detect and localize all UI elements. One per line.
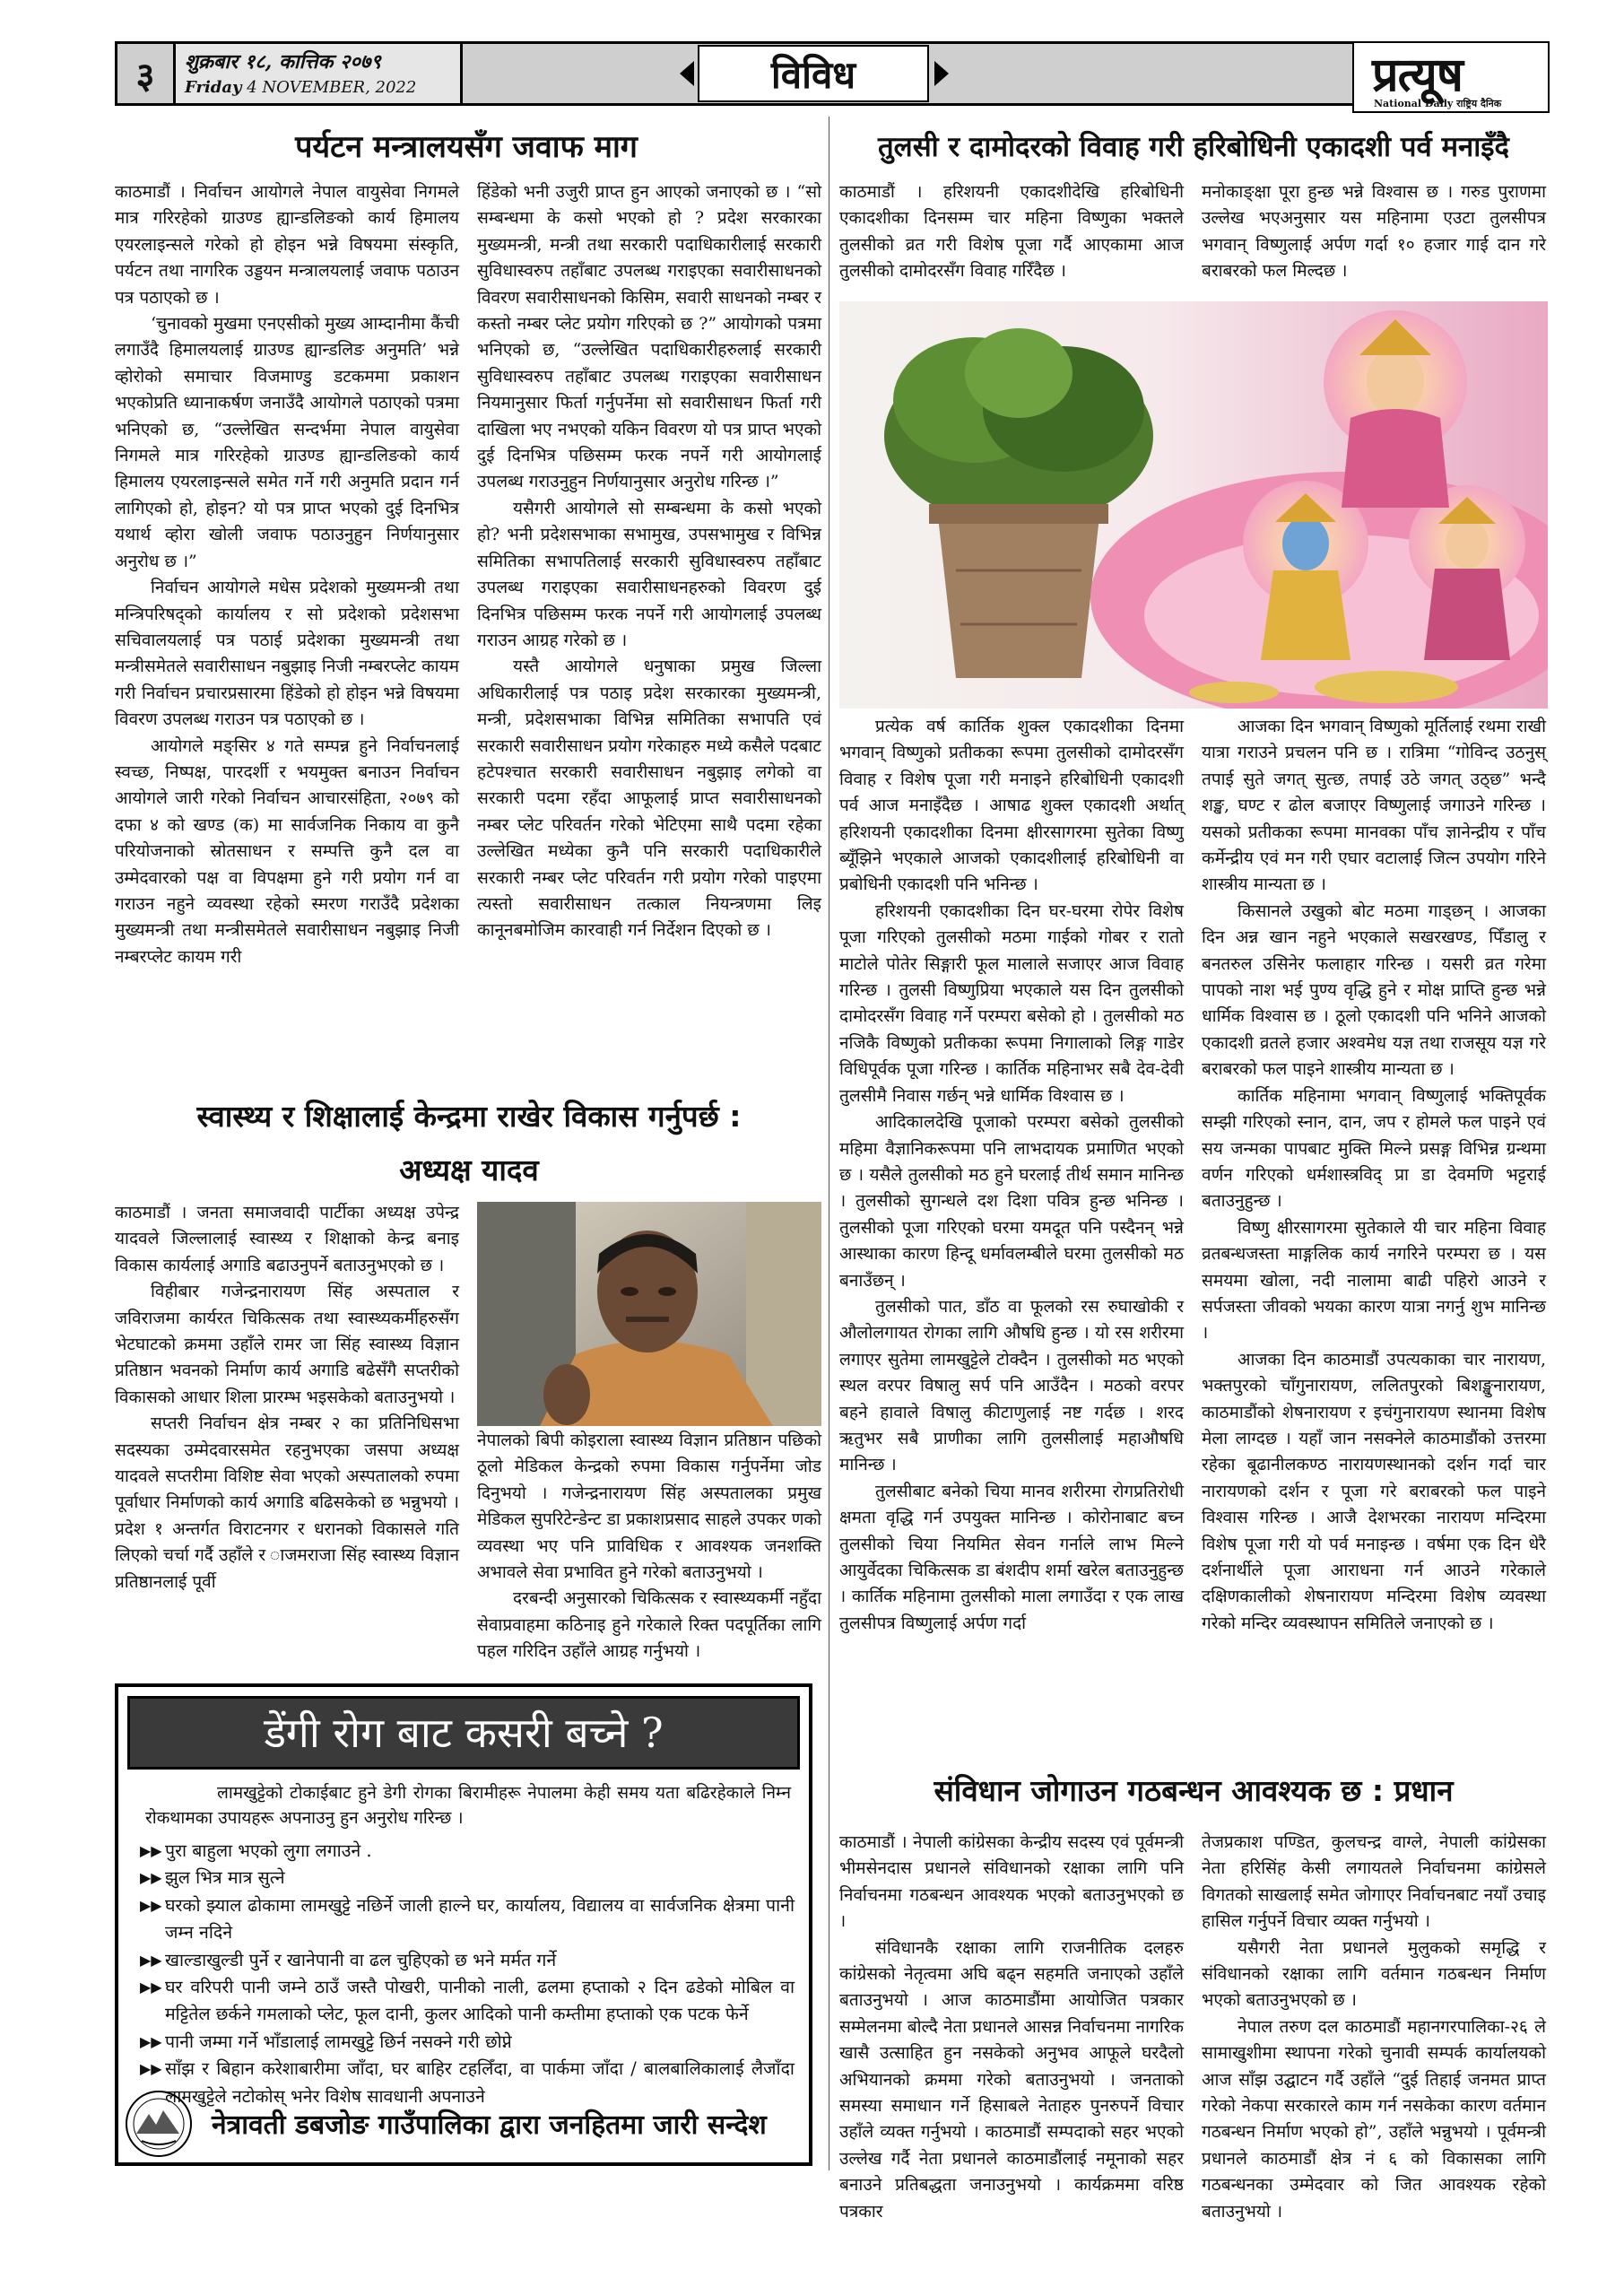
double-arrow-icon: ▶▶ [140, 1951, 162, 1969]
article4-headline: संविधान जोगाउन गठबन्धन आवश्यक छ : प्रधान [934, 1773, 1454, 1808]
article2-headline: स्वास्थ्य र शिक्षालाई केन्द्रमा राखेर विकास गर्नुपर्छ : [196, 1099, 742, 1134]
date-nepali: शुक्रबार १८, कात्तिक २०७९ [185, 50, 381, 74]
article2-col2 [477, 1428, 821, 1665]
double-arrow-icon: ▶▶ [140, 2032, 162, 2050]
paragraph: आजका दिन काठमाडौं उपत्यकाका चार नारायण, भक्तपुरको चाँगुनारायण, ललितपुरको बिशङ्खुनारायण, काठमाडौंको शेषनारायण र इचंगुनारायण स्थानमा विशेष मेला लाग्दछ । यहाँ जान नसक्नेले काठमाडौंको उत्तरमा रहेका बूढानीलकण्ठ नारायणस्थानको दर्शन गर्दा चार नारायणको दर्शन र पूजा गरे बराबरको फल पाइने विश्वास गरिन्छ । आजै देशभरका नारायण मन्दिरमा विशेष पूजा गरी यो पर्व मनाइन्छ । वर्षमा एक दिन धेरै दर्शनार्थीले पूजा आराधना गर्न आउने गरेकाले दक्षिणकालीको शेषनारायण मन्दिरमा विशेष व्यवस्था गरेको मन्दिर व्यवस्थापन समितिले जनाएको छ । [1202, 1349, 1546, 1633]
double-arrow-icon: ▶▶ [140, 1842, 162, 1859]
government-seal-icon [124, 2089, 194, 2159]
page-number: ३ [115, 41, 176, 106]
paragraph: नेपालको बिपी कोइराला स्वास्थ्य विज्ञान प्रतिष्ठान पछिको ठूलो मेडिकल केन्द्रको रुपमा विकास गर्नुपर्नेमा जोड दिनुभयो । गजेन्द्रनारायण सिंह अस्पतालका प्रमुख मेडिकल सुपरिटेन्डेन्ट डा प्रकाशप्रसाद साहले उपकर णको व्यवस्था भए पनि प्राविधिक र आवश्यक जनशक्ति अभावले सेवा प्रभावित हुने गरेको बताउनुभयो । [477, 1431, 821, 1583]
article1-headline: पर्यटन मन्त्रालयसँग जवाफ माग [295, 129, 638, 165]
paragraph: संविधानकै रक्षाका लागि राजनीतिक दलहरु कांग्रेसको नेतृत्वमा अघि बढ्न सहमति जनाएको उहाँले बताउनुभयो । आज काठमाडौंमा आयोजित पत्रकार सम्मेलनमा बोल्दै नेता प्रधानले आसन्न निर्वाचनमा नागरिक खासै उत्साहित हुन नसकेको अनुभव आफूले घरदैलो अभियानको क्रममा गरेको बताउनुभयो । जनताको समस्या समाधान गर्ने हिसाबले नेताहरु पुनरुपर्ने विचार उहाँले व्यक्त गर्नुभयो । काठमाडौं सम्पदाको सहर भएको उल्लेख गर्दै नेता प्रधानले काठमाडौंलाई नमूनाको सहर बनाउने प्रतिबद्धता जनाउनुभयो । कार्यक्रममा वरिष्ठ पत्रकार [839, 1937, 1184, 2222]
list-item: ▶▶ खाल्डाखुल्डी पुर्ने र खानेपानी वा ढल चुहिएको छ भने मर्मत गर्ने [140, 1947, 795, 1974]
section-title: विविध [698, 45, 929, 102]
logo-text: प्रत्यूष [1372, 48, 1463, 102]
paragraph: यसैगरी आयोगले सो सम्बन्धमा के कसो भएको हो? भनी प्रदेशसभाका सभामुख, उपसभामुख र विभिन्न समितिका सभापतिलाई सरकारी सुविधास्वरुप तहाँबाट उपलब्ध गराइएका सवारीसाधनहरुको विवरण दुई दिनभित्र पछिसम्म फरक नपर्ने गरी आयोगलाई उपलब्ध गराउन आग्रह गरेको छ । [477, 498, 821, 650]
article1-col1 [115, 179, 459, 970]
paragraph: यसैगरी नेता प्रधानले मुलुकको समृद्धि र संविधानको रक्षाका लागि वर्तमान गठबन्धन निर्माण भएको बताउनुभएको छ । [1202, 1937, 1546, 2011]
dengue-list [140, 1838, 795, 2110]
dengue-footer-text: नेत्रावती डबजोङ गाउँपालिका द्वारा जनहितमा जारी सन्देश [212, 2109, 767, 2141]
paragraph: निर्वाचन आयोगले मधेस प्रदेशको मुख्यमन्त्री तथा मन्त्रिपरिषद्को कार्यालय र सो प्रदेशको प्रदेशसभा सचिवालयलाई पत्र पठाई प्रदेशका मुख्यमन्त्री तथा मन्त्रीसमेतले सवारीसाधन नबुझाइ निजी नम्बरप्लेट कायम गरी निर्वाचन प्रचारप्रसारमा हिंडेको हो होइन भन्ने विषयमा विवरण उपलब्ध गराउन पत्र पठाएको छ । [115, 578, 459, 730]
article4-col1 [839, 1830, 1184, 2225]
article2-col1 [115, 1200, 459, 1596]
paragraph: हिंडेको भनी उजुरी प्राप्त हुन आएको जनाएको छ । “सो सम्बन्धमा के कसो भएको हो ? प्रदेश सरकारका मुख्यमन्त्री, मन्त्री तथा सरकारी पदाधिकारीलाई सरकारी सुविधास्वरुप तहाँबाट उपलब्ध गराइएका सवारीसाधनको विवरण सवारीसाधनको किसिम, सवारी साधनको नम्बर र कस्तो नम्बर प्लेट प्रयोग गरिएको छ ?” आयोगको पत्रमा भनिएको छ, “उल्लेखित पदाधिकारीहरुलाई सरकारी सुविधास्वरुप तहाँबाट उपलब्ध गराइएका सवारीसाधन नियमानुसार फिर्ता गर्नुपर्नेमा सो सवारीसाधन फिर्ता गरी दाखिला भए नभएको यकिन विवरण यो पत्र प्राप्त भएको दुई दिनभित्र पछिसम्म फरक नपर्ने गरी आयोगलाई उपलब्ध गराउनुहुन निर्णयानुसार अनुरोध गरिन्छ ।” [477, 182, 821, 492]
tulsi-vishnu-graphic [839, 301, 1548, 709]
paragraph: काठमाडौं । नेपाली कांग्रेसका केन्द्रीय सदस्य एवं पूर्वमन्त्री भीमसेनदास प्रधानले संविधानको रक्षाका लागि पनि निर्वाचनमा गठबन्धन आवश्यक भएको बताउनुभएको छ । [839, 1832, 1184, 1932]
article2-subheadline: अध्यक्ष यादव [399, 1152, 539, 1187]
dengue-title: डेंगी रोग बाट कसरी बच्ने ? [127, 1696, 800, 1770]
paragraph: तेजप्रकाश पण्डित, कुलचन्द्र वाग्ले, नेपाली कांग्रेसका नेता हरिसिंह केसी लगायतले निर्वाचनमा कांग्रेसले विगतको साखलाई समेत जोगाएर निर्वाचनबाट नयाँ उचाइ हासिल गर्नुपर्ने विचार व्यक्त गर्नुभयो । [1202, 1832, 1546, 1932]
tulsi-vishnu-image [839, 301, 1548, 709]
article4-col2 [1202, 1830, 1546, 2225]
list-item: ▶▶ साँझ र बिहान करेशाबारीमा जाँदा, घर बाहिर टहलिँदा, वा पार्कमा जाँदा / बालबालिकालाई लैजाँदा लामखुट्टेले नटोकोस् भनेर विशेष सावधानी अपनाउने [140, 2056, 795, 2110]
paragraph: प्रत्येक वर्ष कार्तिक शुक्ल एकादशीका दिनमा भगवान् विष्णुको प्रतीकका रूपमा तुलसीको दामोदरसँग विवाह र विशेष पूजा गरी मनाइने हरिबोधिनी एकादशी पर्व आज मनाइँदैछ । आषाढ शुक्ल एकादशी अर्थात् हरिशयनी एकादशीका दिनमा क्षीरसागरमा सुतेका विष्णु ब्यूँझिने भएकाले आजको एकादशीलाई हरिबोधिनी वा प्रबोधिनी एकादशी पनि भनिन्छ । [839, 717, 1184, 895]
date-day: Friday [185, 78, 242, 97]
double-arrow-icon: ▶▶ [140, 1979, 162, 1996]
paragraph: आयोगले मङ्सिर ४ गते सम्पन्न हुने निर्वाचनलाई स्वच्छ, निष्पक्ष, पारदर्शी र भयमुक्त बनाउन निर्वाचन आयोगले जारी गरेको निर्वाचन आचारसंहिता, २०७९ को दफा ४ को खण्ड (क) मा सार्वजनिक निकाय वा कुनै परियोजनाको स्रोतसाधन र सम्पत्ति कुनै दल वा उम्मेदवारको पक्ष वा विपक्षमा हुने गरी प्रयोग गर्न वा गराउन नहुने व्यवस्था रहेको स्मरण गराउँदै प्रदेशका मुख्यमन्त्री तथा मन्त्रीसमेतले सवारीसाधन नबुझाइ निजी नम्बरप्लेट कायम गरी [115, 735, 459, 967]
arrow-left-icon [680, 61, 694, 86]
article1-col2 [477, 179, 821, 944]
dengue-intro: लामखुट्टेको टोकाईबाट हुने डेगी रोगका बिरामीहरू नेपालमा केही समय यता बढिरहेकाले निम्न रोकथामका उपायहरू अपनाउनु हुन अनुरोध गरिन्छ । [145, 1783, 791, 1828]
page-header [115, 41, 1550, 113]
double-arrow-icon: ▶▶ [140, 1869, 162, 1887]
paragraph: काठमाडौं । निर्वाचन आयोगले नेपाल वायुसेवा निगमले मात्र गरिरहेको ग्राउण्ड ह्यान्डलिङको कार्य हिमालय एयरलाइन्सले गरेको हो होइन भन्ने विषयमा संस्कृति, पर्यटन तथा नागरिक उड्डयन मन्त्रालयलाई जवाफ पठाउन पत्र पठाएको छ । [115, 182, 459, 308]
arrow-right-icon [934, 61, 949, 86]
list-item: ▶▶ झुल भित्र मात्र सुत्ने [140, 1865, 795, 1892]
paragraph: काठमाडौं । जनता समाजवादी पार्टीका अध्यक्ष उपेन्द्र यादवले जिल्लालाई स्वास्थ्य र शिक्षाको केन्द्र बनाइ विकास कार्यलाई अगाडि बढाउनुपर्ने बताउनुभएको छ । [115, 1203, 459, 1275]
logo-subtitle: National Daily राष्ट्रिय दैनिक [1374, 98, 1502, 109]
newspaper-logo [1352, 41, 1550, 113]
header-bar [463, 41, 1476, 106]
article3-top-left [839, 179, 1184, 285]
list-item: ▶▶ पानी जम्मा गर्ने भाँडालाई लामखुट्टे छिर्न नसक्ने गरी छोप्ने [140, 2029, 795, 2056]
article3-col1 [839, 714, 1184, 1637]
paragraph: नेपाल तरुण दल काठमाडौं महानगरपालिका-२६ ले सामाखुशीमा स्थापना गरेको चुनावी सम्पर्क कार्यालयको आज साँझ उद्घाटन गर्दै उहाँले “दुई तिहाई जनमत प्राप्त गरेको नेकपा सरकारले काम गर्न नसकेका कारण वर्तमान गठबन्धन निर्माण भएको हो”, उहाँले भन्नुभयो । पूर्वमन्त्री प्रधानले काठमाडौं क्षेत्र नं ६ को विकासका लागि गठबन्धनका उम्मेदवार को जित आवश्यक रहेको बताउनुभयो । [1202, 2016, 1546, 2222]
dengue-footer [124, 2089, 805, 2161]
paragraph: आजका दिन भगवान् विष्णुको मूर्तिलाई रथमा राखी यात्रा गराउने प्रचलन पनि छ । रात्रिमा “गोविन्द उठनुस् तपाई सुते जगत् सुत्छ, तपाई उठे जगत् उठ्छ” भन्दै शङ्ख, घण्ट र ढोल बजाएर विष्णुलाई जगाउने गरिन्छ । यसको प्रतीकका रूपमा मानवका पाँच ज्ञानेन्द्रीय र पाँच कर्मेन्द्रीय एवं मन गरी एघार वटालाई जित्न उपयोग गरिने शास्त्रीय मान्यता छ । [1202, 717, 1546, 895]
date-box [176, 41, 463, 106]
list-item: ▶▶ घर वरिपरी पानी जम्ने ठाउँ जस्तै पोखरी, पानीको नाली, ढलमा हप्ताको २ दिन ढडेको मोबिल वा मट्टितेल छर्कने गमलाको प्लेट, फूल दानी, कुलर आदिको पानी कम्तीमा हप्ताको एक पटक फेर्ने [140, 1974, 795, 2029]
list-item: ▶▶ पुरा बाहुला भएको लुगा लगाउने . [140, 1838, 795, 1865]
paragraph: तुलसीबाट बनेको चिया मानव शरीरमा रोगप्रतिरोधी क्षमता वृद्धि गर्न उपयुक्त मानिन्छ । कोरोनाबाट बच्न तुलसीको चिया नियमित सेवन गर्नाले लाभ मिल्ने आयुर्वेदका चिकित्सक डा बंशदीप शर्मा खरेल बताउनुहुन्छ । कार्तिक महिनामा तुलसीको माला लगाउँदा र एक लाख तुलसीपत्र विष्णुलाई अर्पण गर्दा [839, 1481, 1184, 1633]
paragraph: किसानले उखुको बोट मठमा गाड्छन् । आजका दिन अन्न खान नहुने भएकाले सखरखण्ड, पिँडालु र बनतरुल उसिनेर फलाहार गरिन्छ । यसरी व्रत गरेमा पापको नाश भई पुण्य वृद्धि हुने र मोक्ष प्राप्ति हुन्छ भन्ने धार्मिक विश्वास छ । ठूलो एकादशी पनि भनिने आजको एकादशी व्रतले हजार अश्वमेध यज्ञ तथा राजसूय यज्ञ गरे बराबरको फल पाइने शास्त्रीय मान्यता छ । [1202, 900, 1546, 1080]
article3-col2 [1202, 714, 1546, 1637]
paragraph: कार्तिक महिनामा भगवान् विष्णुलाई भक्तिपूर्वक सम्झी गरिएको स्नान, दान, जप र होमले फल पाइने एवं सय जन्मका पापबाट मुक्ति मिल्ने प्रसङ्ग विभिन्न ग्रन्थमा वर्णन गरिएको धर्मशास्त्रविद् प्रा डा देवमणि भट्टराई बताउनुहुन्छ । [1202, 1085, 1546, 1212]
list-item: ▶▶ घरको झ्याल ढोकामा लामखुट्टे नछिर्ने जाली हाल्ने घर, कार्यालय, विद्यालय वा सार्वजनिक क्षेत्रमा पानी जम्न नदिने [140, 1892, 795, 1947]
dengue-notice [115, 1683, 812, 2166]
paragraph: काठमाडौं । हरिशयनी एकादशीदेखि हरिबोधिनी एकादशीका दिनसम्म चार महिना विष्णुका भक्तले तुलसीको व्रत गरी विशेष पूजा गर्दै आएकामा आज तुलसीको दामोदरसँग विवाह गरिँदैछ । [839, 182, 1184, 282]
date-full: 4 NOVEMBER, 2022 [247, 78, 417, 97]
paragraph: तुलसीको पात, डाँठ वा फूलको रस रुघाखोकी र औलोलगायत रोगका लागि औषधि हुन्छ । यो रस शरीरमा लगाएर सुतेमा लामखुट्टेले टोक्दैन । तुलसीको मठ भएको स्थल वरपर विषालु सर्प पनि आउँदैन । मठको वरपर बहने हावाले विषालु कीटाणुलाई नष्ट गर्दछ । शरद ऋतुभर सबै प्राणीका लागि तुलसीलाई महाऔषधि मानिन्छ । [839, 1296, 1184, 1475]
double-arrow-icon: ▶▶ [140, 2060, 162, 2078]
paragraph: दरबन्दी अनुसारको चिकित्सक र स्वास्थ्यकर्मी नहुँदा सेवाप्रवाहमा कठिनाइ हुने गरेकाले रिक्त पदपूर्तिका लागि पहल गरिदिन उहाँले आग्रह गर्नुभयो । [477, 1588, 821, 1662]
paragraph: विहीबार गजेन्द्रनारायण सिंह अस्पताल र जविराजमा कार्यरत चिकित्सक तथा स्वास्थ्यकर्मीहरुसँग भेटघाटको क्रममा उहाँले रामर जा सिंह स्वास्थ्य विज्ञान प्रतिष्ठान भवनको निर्माण कार्य अगाडि बढेसँगै सप्तरीको विकासको आधार शिला प्रारम्भ भइसकेको बताउनुभयो । [115, 1282, 459, 1407]
double-arrow-icon: ▶▶ [140, 1896, 162, 1914]
paragraph: आदिकालदेखि पूजाको परम्परा बसेको तुलसीको महिमा वैज्ञानिकरूपमा पनि लाभदायक प्रमाणित भएको छ । यसैले तुलसीको मठ हुने घरलाई तीर्थ समान मानिन्छ । तुलसीको सुगन्धले दश दिशा पवित्र हुन्छ भनिन्छ । तुलसीको पूजा गरिएको घरमा यमदूत पनि पस्दैनन् भन्ने आस्थाका कारण हिन्दू धर्मावलम्बीले घरमा तुलसीको मठ बनाउँछन् । [839, 1112, 1184, 1291]
paragraph: मनोकाङ्क्षा पूरा हुन्छ भन्ने विश्वास छ । गरुड पुराणमा उल्लेख भएअनुसार यस महिनामा एउटा तुलसीपत्र भगवान् विष्णुलाई अर्पण गर्दा १० हजार गाई दान गरे बराबरको फल मिल्दछ । [1202, 182, 1546, 282]
paragraph: हरिशयनी एकादशीका दिन घर-घरमा रोपेर विशेष पूजा गरिएको तुलसीको मठमा गाईको गोबर र रातो माटोले पोतेर सिङ्गारी फूल मालाले सजाएर आज विवाह गरिन्छ । तुलसी विष्णुप्रिया भएकाले यस दिन तुलसीको दामोदरसँग विवाह गर्ने परम्परा बसेको हो । तुलसीको मठ नजिकै विष्णुको प्रतीकका रूपमा निगालाको लिङ्ग गाडेर विधिपूर्वक पूजा गरिन्छ । कार्तिक महिनाभर सबै देव-देवी तुलसीमै निवास गर्छन् भन्ने धार्मिक विश्वास छ । [839, 900, 1184, 1106]
paragraph: यस्तै आयोगले धनुषाका प्रमुख जिल्ला अधिकारीलाई पत्र पठाइ प्रदेश सरकारका मुख्यमन्त्री, मन्त्री, प्रदेशसभाका विभिन्न समितिका सभापति एवं सरकारी सवारीसाधन प्रयोग गरेकाहरु मध्ये कसैले पदबाट हटेपश्चात सरकारी सवारीसाधन नबुझाइ लगेको वा सरकारी पदमा रहँदा आफूलाई प्राप्त सवारीसाधनको नम्बर प्लेट परिवर्तन गरेको भेटिएमा साथै पदमा रहेका उल्लेखित मध्येका कुनै पनि सरकारी पदाधिकारीले सरकारी नम्बर प्लेट परिवर्तन गरी प्रयोग गरेको पाइएमा त्यस्तो सवारीसाधन तत्काल नियन्त्रणमा लिइ कानूनबमोजिम कारवाही गर्न निर्देशन दिएको छ । [477, 657, 821, 941]
article3-headline: तुलसी र दामोदरको विवाह गरी हरिबोधिनी एकादशी पर्व मनाइँदै [878, 131, 1509, 163]
politician-photo [477, 1202, 821, 1426]
politician-photo-graphic [477, 1202, 821, 1426]
paragraph: विष्णु क्षीरसागरमा सुतेकाले यी चार महिना विवाह व्रतबन्धजस्ता माङ्गलिक कार्य नगरिने परम्परा छ । यस समयमा खोला, नदी नालामा बाढी पहिरो आउने र सर्पजस्ता जीवको भयका कारण यात्रा नगर्नु शुभ मानिन्छ । [1202, 1217, 1546, 1344]
paragraph: ‘चुनावको मुखमा एनएसीको मुख्य आम्दानीमा कैंची लगाउँदै हिमालयलाई ग्राउण्ड ह्यान्डलिङ अनुमति’ भन्ने व्होरोको समाचार विजमाण्डु डटकममा प्रकाशन भएकोप्रति ध्यानाकर्षण जनाउँदै आयोगले पठाएको पत्रमा भनिएको छ, “उल्लेखित सन्दर्भमा नेपाल वायुसेवा निगमले मात्र गरिरहेको ग्राउण्ड ह्यान्डलिङको कार्य हिमालय एयरलाइन्सले समेत गर्ने गरी अनुमति प्रदान गर्न लागिएको हो, होइन? यो पत्र प्राप्त भएको दुई दिनभित्र यथार्थ व्होरा खोली जवाफ पठाउनुहुन निर्णयानुसार अनुरोध छ ।” [115, 314, 459, 571]
article3-top-right [1202, 179, 1546, 285]
paragraph: सप्तरी निर्वाचन क्षेत्र नम्बर २ का प्रतिनिधिसभा सदस्यका उम्मेदवारसमेत रहनुभएका जसपा अध्यक्ष यादवले सप्तरीमा विशिष्ट सेवा भएको अस्पतालको रुपमा पूर्वाधार निर्माणको कार्य अगाडि बढिसकेको छ भन्नुभयो । प्रदेश १ अन्तर्गत विराटनगर र धरानको विकासले गति लिएको चर्चा गर्दै उहाँले र ाजमराजा सिंह स्वास्थ्य विज्ञान प्रतिष्ठानलाई पूर्वी [115, 1413, 459, 1592]
date-english [185, 78, 451, 97]
